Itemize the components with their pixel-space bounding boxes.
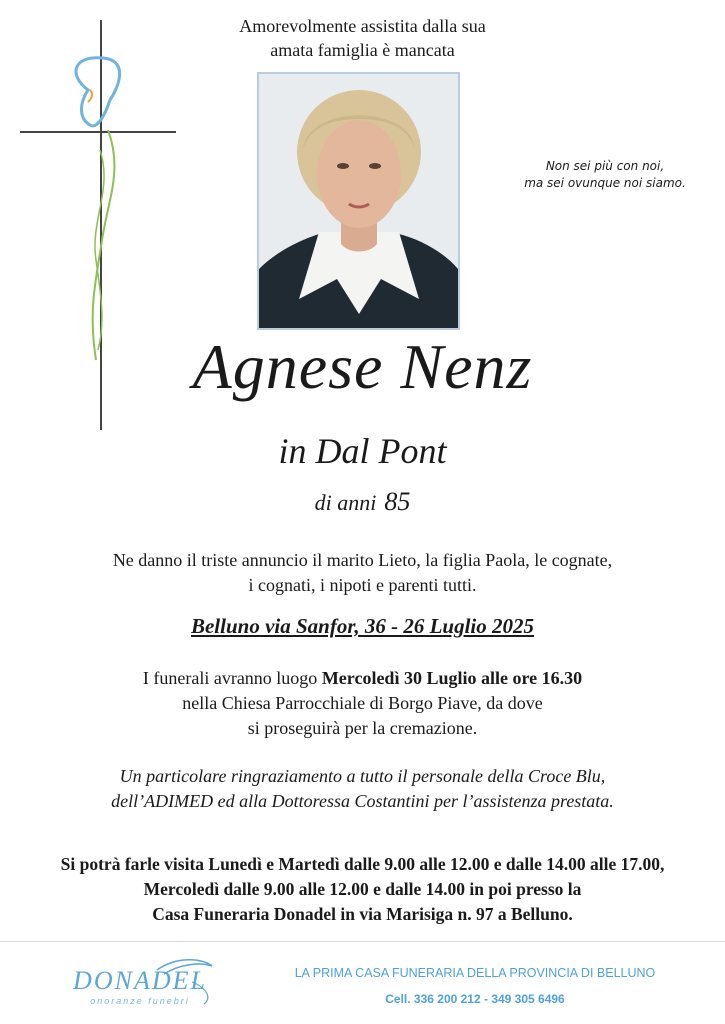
married-name: in Dal Pont <box>278 431 447 471</box>
visit-info <box>0 852 725 927</box>
visit-line-3: Casa Funeraria Donadel in via Marisiga n. 97 a Belluno. <box>152 904 573 924</box>
intro-line-2: amata famiglia è mancata <box>270 40 455 60</box>
funeral-line-2: nella Chiesa Parrocchiale di Borgo Piave, da dove <box>182 693 543 713</box>
quote-line-1: Non sei più con noi, <box>545 159 665 173</box>
portrait-image <box>259 74 458 328</box>
deceased-name: Agnese Nenz <box>192 331 533 402</box>
thanks <box>0 764 725 814</box>
funeral-line-1-prefix: I funerali avranno luogo <box>142 668 322 688</box>
footer-slogan: LA PRIMA CASA FUNERARIA DELLA PROVINCIA DI BELLUNO <box>294 966 656 980</box>
visit-line-2: Mercoledì dalle 9.00 alle 12.00 e dalle 14.00 in poi presso la <box>143 879 582 899</box>
announcement-line-2: i cognati, i nipoti e parenti tutti. <box>248 575 477 595</box>
intro-text <box>0 14 725 62</box>
age-label: di anni <box>314 490 377 515</box>
donadel-logo <box>52 952 222 1012</box>
announcement <box>0 548 725 598</box>
funeral-datetime: Mercoledì 30 Luglio alle ore 16.30 <box>321 668 583 688</box>
announcement-line-1: Ne danno il triste annuncio il marito Lieto, la figlia Paola, le cognate, <box>112 550 613 570</box>
quote <box>500 158 710 192</box>
funeral-line-3: si proseguirà per la cremazione. <box>247 718 478 738</box>
thanks-line-2: dell’ADIMED ed alla Dottoressa Costantini per l’assistenza prestata. <box>111 791 614 811</box>
thanks-line-1: Un particolare ringraziamento a tutto il personale della Croce Blu, <box>119 766 606 786</box>
quote-line-2: ma sei ovunque noi siamo. <box>524 176 686 190</box>
logo-subtitle: onoranze funebri <box>90 996 190 1006</box>
funeral-line-1 <box>0 666 725 691</box>
logo-name: DONADEL <box>73 966 207 995</box>
footer-phone: Cell. 336 200 212 - 349 305 6496 <box>385 992 565 1006</box>
visit-line-1: Si potrà farle visita Lunedì e Martedì dalle 9.00 alle 12.00 e dalle 14.00 alle 17.00, <box>60 854 665 874</box>
intro-line-1: Amorevolmente assistita dalla sua <box>239 16 486 36</box>
funeral-info <box>0 666 725 741</box>
age-value: 85 <box>384 487 411 516</box>
footer-divider <box>0 941 725 942</box>
age <box>0 487 725 517</box>
location-date: Belluno via Sanfor, 36 - 26 Luglio 2025 <box>190 614 535 638</box>
portrait-photo <box>257 72 460 330</box>
